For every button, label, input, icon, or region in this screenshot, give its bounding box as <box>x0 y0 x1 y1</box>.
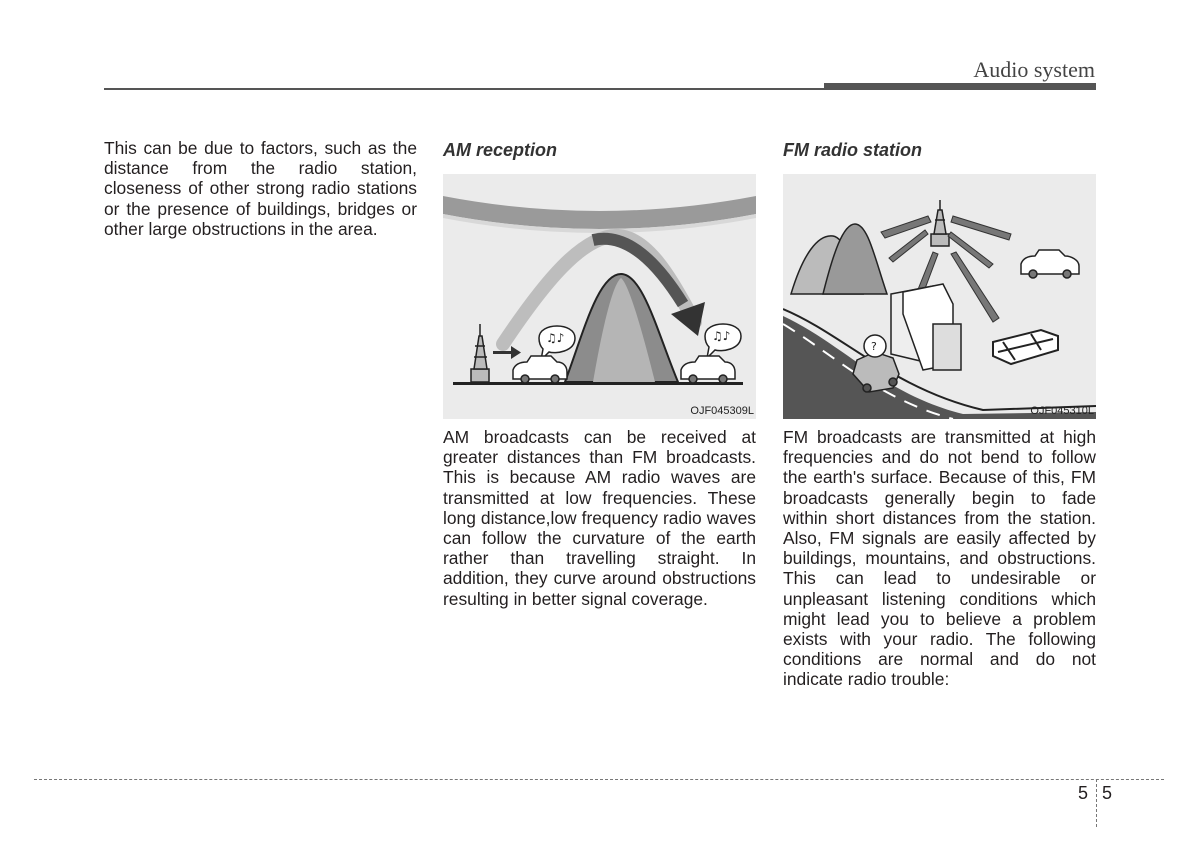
fm-radio-figure <box>783 174 1096 419</box>
am-reception-illustration <box>443 174 756 419</box>
page-header-title: Audio system <box>973 57 1095 82</box>
page-number: 5 <box>1102 783 1113 803</box>
am-paragraph: AM broadcasts can be received at greater distances than FM broadcasts. This is because AM radio waves are transmitted at low frequencies. These long distance,low frequency radio waves can follow the curvature of the earth rather than travelling straight. In addition, they curve around obstructions resulting in better signal coverage. <box>443 427 756 609</box>
fm-paragraph: FM broadcasts are transmitted at high frequencies and do not bend to follow the earth's surface. Because of this, FM broadcasts generally begin to fade within short distances from the station. Also, FM signals are easily affected by buildings, mountains, and obstructions. This can lead to undesirable or unpleasant listening conditions which might lead you to believe a problem exists with your radio. The following conditions are normal and do not indicate radio trouble: <box>783 427 1096 690</box>
fm-radio-illustration <box>783 174 1096 419</box>
am-column <box>443 138 756 609</box>
am-reception-figure <box>443 174 756 419</box>
car-icon <box>681 356 735 383</box>
svg-text:♫♪: ♫♪ <box>712 329 731 343</box>
chapter-number: 5 <box>1078 783 1089 803</box>
music-bubble-icon <box>539 326 575 360</box>
music-bubble-icon <box>705 324 741 358</box>
car-icon <box>1021 250 1079 278</box>
svg-text:♫♪: ♫♪ <box>546 331 565 345</box>
car-icon <box>513 356 567 383</box>
fm-section-title: FM radio station <box>783 140 922 160</box>
fm-figure-code: OJF045310L <box>1030 405 1094 417</box>
left-paragraph: This can be due to factors, such as the distance from the radio station, closeness of other strong radio stations or the presence of buildings, bridges or other large obstructions in the area. <box>104 138 417 239</box>
svg-text:?: ? <box>871 340 877 353</box>
header-rule-accent <box>824 83 1096 90</box>
footer-divider <box>1096 779 1097 827</box>
left-column <box>104 138 417 239</box>
radio-tower-icon <box>931 200 949 246</box>
question-bubble-icon <box>864 335 886 357</box>
am-figure-code: OJF045309L <box>690 405 754 417</box>
footer-rule <box>34 779 1164 780</box>
am-section-title: AM reception <box>443 140 558 160</box>
radio-tower-icon <box>471 324 489 382</box>
fm-column <box>783 138 1096 690</box>
